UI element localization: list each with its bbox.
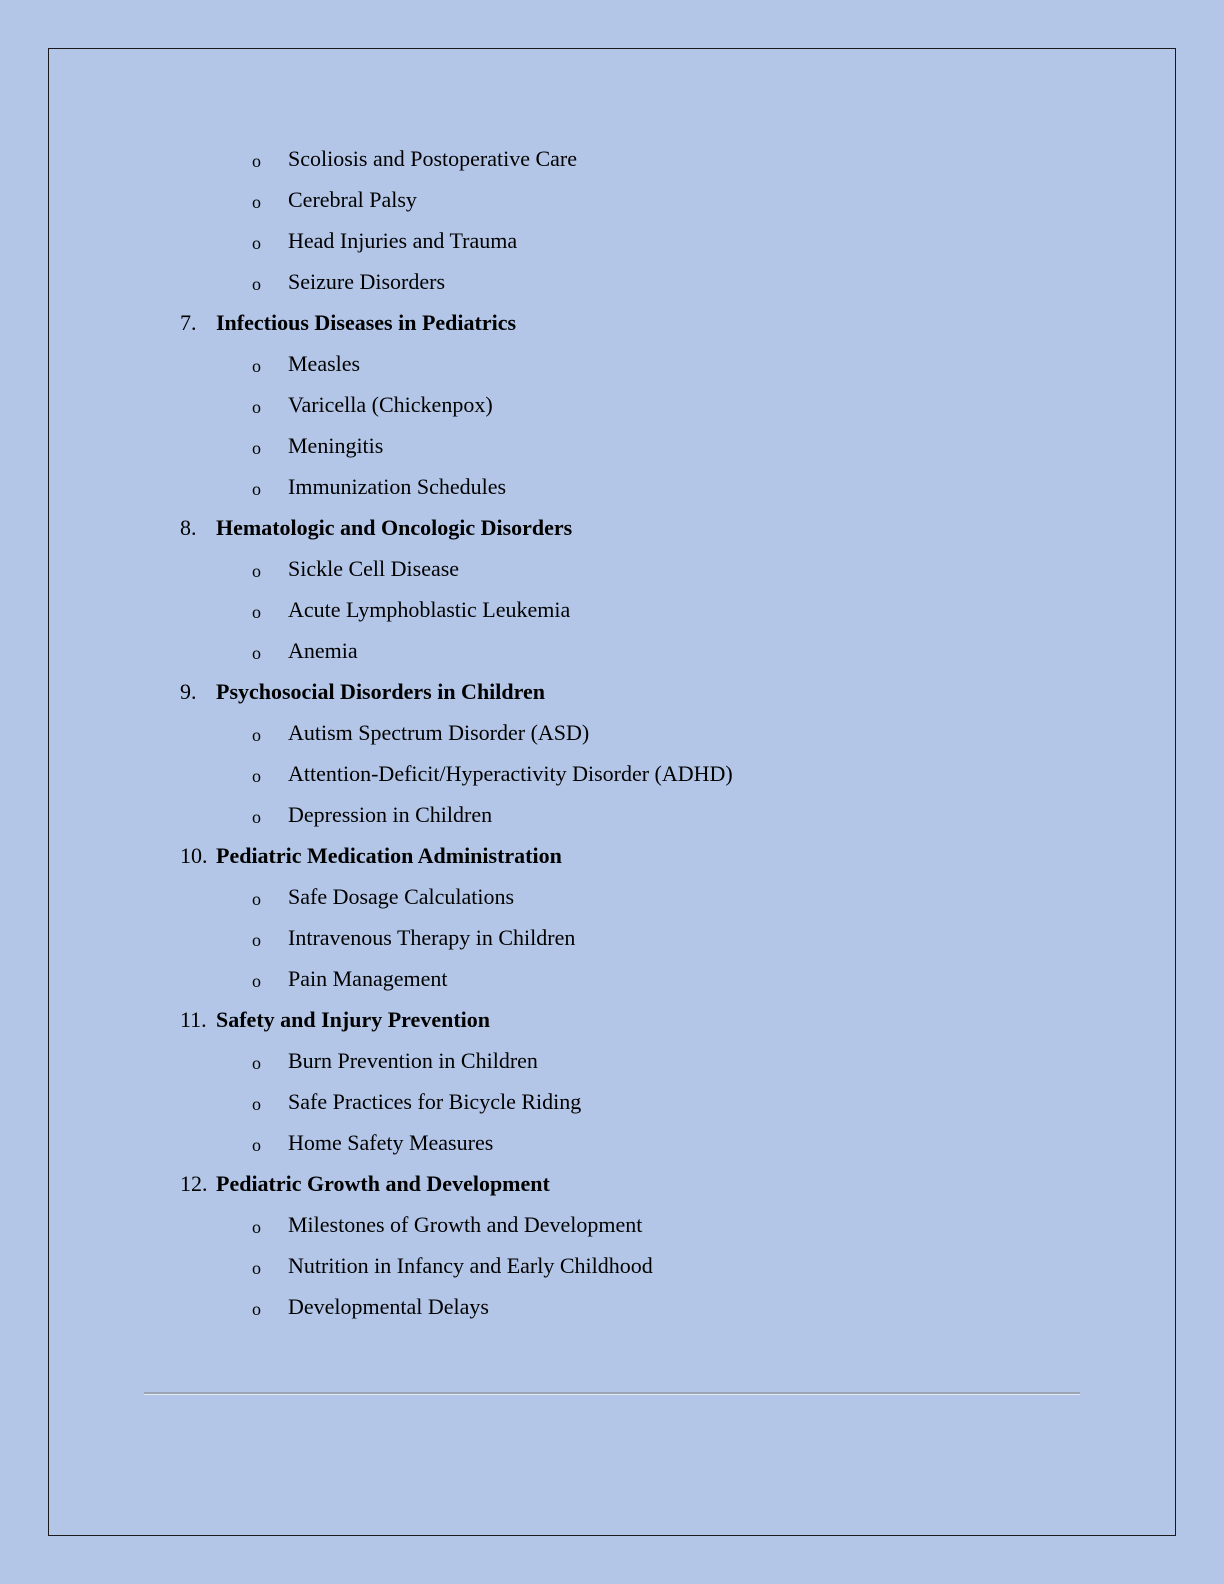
hollow-bullet-icon: o — [252, 192, 261, 212]
footer-divider — [144, 1392, 1080, 1395]
hollow-bullet-icon: o — [252, 971, 261, 991]
sub-topic-label: Safe Dosage Calculations — [288, 884, 515, 909]
sub-topic-label: Scoliosis and Postoperative Care — [288, 146, 578, 171]
hollow-bullet-icon: o — [252, 479, 261, 499]
hollow-bullet-icon: o — [252, 397, 261, 417]
hollow-bullet-icon: o — [252, 356, 261, 376]
sub-topic-label: Anemia — [288, 638, 358, 663]
hollow-bullet-icon: o — [252, 151, 261, 171]
hollow-bullet-icon: o — [252, 1217, 261, 1237]
hollow-bullet-icon: o — [252, 1299, 261, 1319]
sub-topic-label: Developmental Delays — [288, 1294, 489, 1319]
sub-topic-label: Nutrition in Infancy and Early Childhood — [288, 1253, 653, 1278]
hollow-bullet-icon: o — [252, 274, 261, 294]
sub-topic-label: Burn Prevention in Children — [288, 1048, 538, 1073]
section-number: 12. — [180, 1171, 208, 1196]
section-number: 8. — [180, 515, 197, 540]
sub-topic-label: Intravenous Therapy in Children — [288, 925, 576, 950]
sub-topic-label: Meningitis — [288, 433, 384, 458]
section-number: 11. — [180, 1007, 207, 1032]
sub-topic-label: Depression in Children — [288, 802, 493, 827]
hollow-bullet-icon: o — [252, 1135, 261, 1155]
section-title: Infectious Diseases in Pediatrics — [216, 310, 517, 335]
sub-topic-label: Sickle Cell Disease — [288, 556, 460, 581]
sub-topic-label: Milestones of Growth and Development — [288, 1212, 643, 1237]
sub-topic-label: Measles — [288, 351, 361, 376]
section-title: Psychosocial Disorders in Children — [216, 679, 546, 704]
hollow-bullet-icon: o — [252, 889, 261, 909]
section-title: Pediatric Medication Administration — [216, 843, 562, 868]
hollow-bullet-icon: o — [252, 438, 261, 458]
hollow-bullet-icon: o — [252, 643, 261, 663]
hollow-bullet-icon: o — [252, 725, 261, 745]
sub-topic-label: Head Injuries and Trauma — [288, 228, 518, 253]
section-number: 9. — [180, 679, 197, 704]
hollow-bullet-icon: o — [252, 930, 261, 950]
hollow-bullet-icon: o — [252, 1258, 261, 1278]
sub-topic-label: Home Safety Measures — [288, 1130, 494, 1155]
hollow-bullet-icon: o — [252, 602, 261, 622]
hollow-bullet-icon: o — [252, 561, 261, 581]
sub-topic-label: Attention-Deficit/Hyperactivity Disorder (ADHD) — [288, 761, 733, 786]
sub-topic-label: Pain Management — [288, 966, 448, 991]
hollow-bullet-icon: o — [252, 766, 261, 786]
section-title: Hematologic and Oncologic Disorders — [216, 515, 573, 540]
hollow-bullet-icon: o — [252, 1053, 261, 1073]
sub-topic-label: Acute Lymphoblastic Leukemia — [288, 597, 571, 622]
sub-topic-label: Safe Practices for Bicycle Riding — [288, 1089, 582, 1114]
section-title: Pediatric Growth and Development — [216, 1171, 550, 1196]
section-number: 10. — [180, 843, 208, 868]
section-title: Safety and Injury Prevention — [216, 1007, 490, 1032]
section-number: 7. — [180, 310, 197, 335]
sub-topic-label: Seizure Disorders — [288, 269, 446, 294]
hollow-bullet-icon: o — [252, 1094, 261, 1114]
sub-topic-label: Autism Spectrum Disorder (ASD) — [288, 720, 590, 745]
hollow-bullet-icon: o — [252, 233, 261, 253]
sub-topic-label: Varicella (Chickenpox) — [288, 392, 493, 417]
sub-topic-label: Immunization Schedules — [288, 474, 507, 499]
sub-topic-label: Cerebral Palsy — [288, 187, 417, 212]
hollow-bullet-icon: o — [252, 807, 261, 827]
